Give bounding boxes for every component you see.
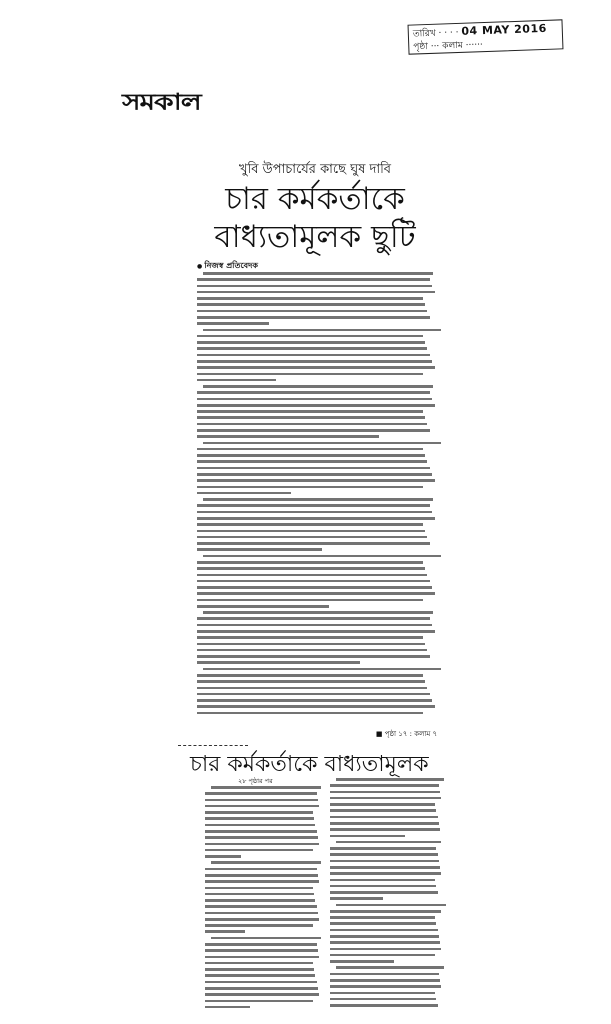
continuation-body-right bbox=[330, 778, 442, 1010]
text-line bbox=[197, 661, 360, 664]
text-line bbox=[205, 792, 317, 795]
text-line bbox=[197, 467, 430, 470]
text-line bbox=[197, 410, 423, 413]
text-line bbox=[197, 435, 379, 438]
text-line bbox=[197, 705, 435, 708]
text-line bbox=[197, 699, 432, 702]
text-line bbox=[197, 674, 423, 677]
text-line bbox=[203, 329, 441, 332]
text-line bbox=[197, 649, 427, 652]
text-line bbox=[203, 611, 433, 614]
text-line bbox=[197, 536, 427, 539]
text-line bbox=[197, 379, 276, 382]
text-line bbox=[197, 542, 430, 545]
text-line bbox=[197, 404, 435, 407]
text-line bbox=[197, 486, 423, 489]
text-line bbox=[205, 912, 318, 915]
text-line bbox=[197, 630, 435, 633]
text-line bbox=[197, 586, 432, 589]
text-line bbox=[330, 998, 436, 1001]
newspaper-masthead: সমকাল bbox=[122, 88, 201, 116]
text-line bbox=[211, 786, 321, 789]
text-line bbox=[330, 828, 440, 831]
text-line bbox=[330, 822, 439, 825]
text-line bbox=[197, 398, 432, 401]
text-line bbox=[197, 561, 423, 564]
text-line bbox=[203, 442, 441, 445]
text-line bbox=[205, 893, 314, 896]
continuation-body-left bbox=[205, 786, 320, 1012]
text-line bbox=[330, 916, 435, 919]
stamp-date: 04 MAY 2016 bbox=[461, 21, 547, 38]
text-line bbox=[197, 574, 427, 577]
text-line bbox=[330, 853, 438, 856]
text-line bbox=[211, 861, 321, 864]
article-headline bbox=[190, 180, 440, 256]
continued-from: ২৮ পৃষ্ঠার পর bbox=[238, 777, 273, 785]
text-line bbox=[203, 385, 433, 388]
text-line bbox=[205, 993, 319, 996]
text-line bbox=[205, 1000, 313, 1003]
text-line bbox=[330, 954, 435, 957]
text-line bbox=[197, 454, 425, 457]
text-line bbox=[205, 855, 241, 858]
text-line bbox=[330, 847, 436, 850]
text-line bbox=[197, 416, 425, 419]
text-line bbox=[205, 905, 317, 908]
text-line bbox=[205, 843, 319, 846]
stamp-date-label: তারিখ bbox=[412, 28, 436, 40]
text-line bbox=[205, 930, 245, 933]
text-line bbox=[330, 791, 440, 794]
text-line bbox=[205, 874, 318, 877]
text-line bbox=[197, 504, 430, 507]
text-line bbox=[336, 841, 441, 844]
text-line bbox=[336, 966, 444, 969]
article-body bbox=[197, 272, 437, 718]
text-line bbox=[197, 291, 435, 294]
text-line bbox=[205, 918, 319, 921]
text-line bbox=[205, 868, 317, 871]
text-line bbox=[205, 949, 318, 952]
text-line bbox=[205, 981, 317, 984]
text-line bbox=[336, 904, 446, 907]
text-line bbox=[197, 423, 427, 426]
text-line bbox=[330, 816, 438, 819]
text-line bbox=[197, 523, 423, 526]
text-line bbox=[197, 297, 423, 300]
text-line bbox=[330, 973, 439, 976]
text-line bbox=[330, 948, 441, 951]
text-line bbox=[197, 636, 423, 639]
text-line bbox=[330, 809, 436, 812]
text-line bbox=[205, 1006, 250, 1009]
text-line bbox=[205, 880, 319, 883]
text-line bbox=[197, 322, 269, 325]
text-line bbox=[197, 680, 425, 683]
text-line bbox=[197, 373, 423, 376]
text-line bbox=[197, 592, 435, 595]
text-line bbox=[330, 922, 436, 925]
text-line bbox=[197, 391, 430, 394]
text-line bbox=[330, 979, 440, 982]
text-line bbox=[197, 599, 423, 602]
text-line bbox=[330, 860, 439, 863]
text-line bbox=[205, 805, 319, 808]
text-line bbox=[336, 778, 444, 781]
text-line bbox=[330, 985, 441, 988]
text-line bbox=[197, 548, 322, 551]
text-line bbox=[197, 341, 425, 344]
text-line bbox=[330, 935, 439, 938]
text-line bbox=[211, 937, 321, 940]
text-line bbox=[330, 891, 438, 894]
text-line bbox=[197, 712, 423, 715]
text-line bbox=[197, 687, 427, 690]
text-line bbox=[330, 885, 436, 888]
byline: ● নিজস্ব প্রতিবেদক bbox=[197, 260, 258, 273]
text-line bbox=[203, 668, 441, 671]
text-line bbox=[197, 448, 423, 451]
text-line bbox=[197, 473, 432, 476]
text-line bbox=[203, 272, 433, 275]
continued-page-ref: ■ পৃষ্ঠা ১৭ : কলাম ৭ bbox=[376, 728, 437, 740]
stamp-page-label: পৃষ্ঠা bbox=[413, 42, 429, 53]
text-line bbox=[330, 992, 435, 995]
text-line bbox=[330, 1004, 438, 1007]
divider bbox=[178, 745, 248, 746]
text-line bbox=[205, 817, 314, 820]
archive-stamp: তারিখ · · · · 04 MAY 2016 পৃষ্ঠা ··· কলাম ······ bbox=[408, 19, 564, 54]
text-line bbox=[197, 479, 435, 482]
text-line bbox=[205, 962, 313, 965]
text-line bbox=[330, 803, 435, 806]
text-line bbox=[197, 643, 425, 646]
article-kicker: খুবি উপাচার্যের কাছে ঘুষ দাবি bbox=[238, 162, 392, 177]
text-line bbox=[205, 887, 313, 890]
headline-line-2: বাধ্যতামূলক ছুটি bbox=[214, 219, 416, 255]
text-line bbox=[330, 960, 394, 963]
text-line bbox=[330, 879, 435, 882]
text-line bbox=[203, 555, 441, 558]
text-line bbox=[197, 366, 435, 369]
text-line bbox=[197, 278, 430, 281]
text-line bbox=[197, 624, 432, 627]
text-line bbox=[197, 429, 430, 432]
text-line bbox=[197, 605, 329, 608]
text-line bbox=[197, 567, 425, 570]
text-line bbox=[205, 924, 313, 927]
text-line bbox=[205, 830, 317, 833]
text-line bbox=[197, 360, 432, 363]
text-line bbox=[330, 872, 441, 875]
text-line bbox=[197, 511, 432, 514]
continuation-headline: চার কর্মকর্তাকে বাধ্যতামূলক bbox=[190, 752, 429, 777]
text-line bbox=[205, 836, 318, 839]
stamp-column-label: কলাম bbox=[442, 40, 463, 52]
text-line bbox=[197, 310, 427, 313]
text-line bbox=[197, 316, 430, 319]
text-line bbox=[330, 941, 440, 944]
text-line bbox=[197, 492, 291, 495]
text-line bbox=[330, 835, 405, 838]
text-line bbox=[205, 974, 315, 977]
text-line bbox=[197, 693, 430, 696]
text-line bbox=[330, 866, 440, 869]
text-line bbox=[205, 849, 313, 852]
text-line bbox=[205, 811, 313, 814]
text-line bbox=[330, 929, 438, 932]
text-line bbox=[203, 498, 433, 501]
text-line bbox=[205, 956, 319, 959]
text-line bbox=[197, 517, 435, 520]
headline-line-1: চার কর্মকর্তাকে bbox=[225, 181, 405, 217]
text-line bbox=[197, 335, 423, 338]
text-line bbox=[197, 347, 427, 350]
text-line bbox=[197, 655, 430, 658]
text-line bbox=[205, 987, 318, 990]
text-line bbox=[197, 530, 425, 533]
text-line bbox=[330, 910, 441, 913]
text-line bbox=[205, 943, 317, 946]
text-line bbox=[330, 797, 441, 800]
text-line bbox=[197, 354, 430, 357]
text-line bbox=[197, 460, 427, 463]
text-line bbox=[330, 897, 383, 900]
text-line bbox=[197, 285, 432, 288]
text-line bbox=[330, 784, 439, 787]
text-line bbox=[197, 303, 425, 306]
text-line bbox=[205, 824, 315, 827]
text-line bbox=[205, 799, 318, 802]
text-line bbox=[197, 580, 430, 583]
text-line bbox=[197, 617, 430, 620]
text-line bbox=[205, 968, 314, 971]
text-line bbox=[205, 899, 315, 902]
